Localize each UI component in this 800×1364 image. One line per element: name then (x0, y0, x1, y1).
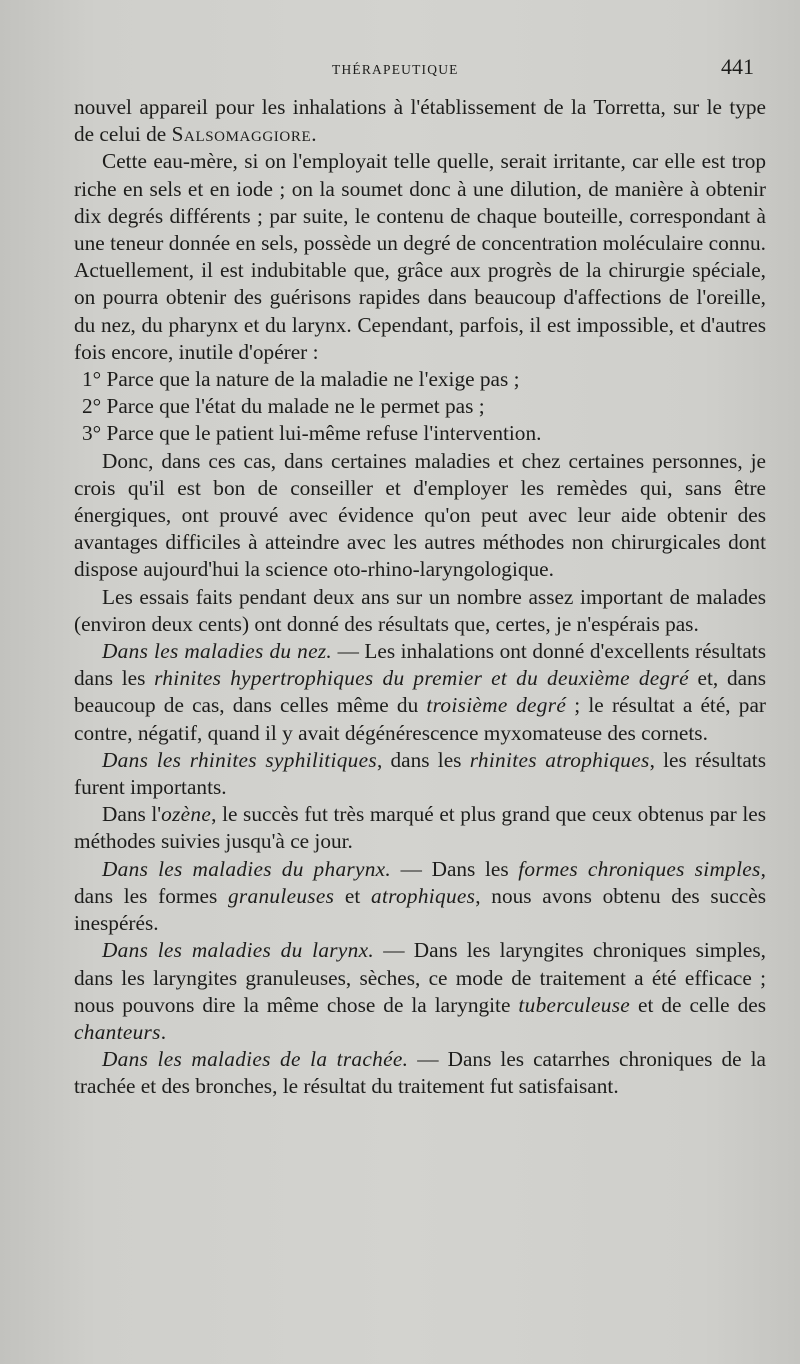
text-run: 1° Parce que la nature de la maladie ne l'exige pas ; (82, 367, 520, 392)
paragraph (74, 1046, 766, 1100)
italic-text: rhinites atrophiques (469, 747, 650, 772)
text-run: ; le résultat a été, par contre, négatif, quand il y avait dégénérescence myxomateuse des cornets. (74, 693, 766, 745)
italic-text: Dans les rhinites syphilitiques (102, 747, 377, 772)
text-run: — Dans les catarrhes chroniques de la trachée et des bronches, le résultat du traitement fut satisfaisant. (74, 1047, 766, 1099)
smallcaps-text: Salsomaggiore (171, 122, 312, 147)
paragraph (74, 937, 766, 1046)
text-run: et de celle des (630, 992, 766, 1017)
italic-text: formes chroniques simples (518, 856, 761, 881)
text-run: Cette eau-mère, si on l'employait telle quelle, serait irritante, car elle est trop riche en sels et en iode ; on la soumet donc à une dilution, de manière à obtenir dix degrés différents ; par suite, le contenu de chaque bouteille, correspondant à une teneur donnée en sels, possède un degré de concentration moléculaire connu. Actuellement, il est indubitable que, grâce aux progrès de la chirurgie spéciale, on pourra obtenir des guérisons rapides dans beaucoup d'affections de l'oreille, du nez, du pharynx et du larynx. Cependant, parfois, il est impossible, et d'autres fois encore, inutile d'opérer : (74, 149, 766, 364)
text-run: et, dans beaucoup de cas, dans celles même du (74, 666, 766, 718)
text-run: , nous avons obtenu des succès inespérés. (74, 883, 766, 936)
text-run: Les essais faits pendant deux ans sur un nombre assez important de malades (environ deux cents) ont donné des résultats que, certes, je n'espérais pas. (74, 584, 766, 636)
text-run: Donc, dans ces cas, dans certaines maladies et chez certaines personnes, je crois qu'il est bon de conseiller et d'employer les remèdes qui, sans être énergiques, ont prouvé avec évidence qu'on peut avec leur aide obtenir des avantages difficiles à atteindre avec les autres méthodes non chirurgicales dont dispose aujourd'hui la science oto-rhino-laryngologique. (74, 448, 766, 582)
text-run: nouvel appareil pour les inhalations à l'établissement de la Torretta, sur le type de celui de (74, 95, 766, 147)
italic-text: Dans les maladies de la trachée. (102, 1047, 409, 1072)
enumerated-item (74, 393, 766, 420)
text-run: — Dans les laryngites chroniques simples, dans les laryngites granuleuses, sèches, ce mode de traitement a été efficace ; nous pouvons dire la même chose de la laryngite (74, 938, 766, 1017)
text-run: , dans les formes (74, 856, 766, 908)
paragraph (74, 747, 766, 801)
text-run: , les résultats furent importants. (74, 747, 766, 800)
italic-text: granuleuses (227, 883, 335, 908)
italic-text: rhinites hypertrophiques du premier et du deuxième degré (154, 666, 689, 691)
enumerated-item (74, 366, 766, 393)
text-run: . (311, 122, 317, 147)
paragraph (74, 801, 766, 855)
paragraph (74, 638, 766, 747)
text-run: , dans les (376, 747, 470, 772)
body-text (74, 94, 766, 1101)
enumerated-item (74, 420, 766, 447)
text-run: . (160, 1019, 167, 1044)
page-number: 441 (721, 54, 754, 79)
italic-text: Dans les maladies du nez. (102, 639, 333, 664)
running-title: THÉRAPEUTIQUE (332, 62, 459, 77)
text-run: — Les inhalations ont donné d'excellents résultats dans les (74, 639, 766, 691)
paragraph (74, 584, 766, 638)
text-run: 3° Parce que le patient lui-même refuse l'intervention. (82, 421, 542, 446)
italic-text: atrophiques (371, 883, 476, 908)
page-header (74, 50, 766, 94)
paragraph (74, 856, 766, 938)
text-run: 2° Parce que l'état du malade ne le permet pas ; (82, 394, 485, 419)
paragraph (74, 448, 766, 584)
text-run: et (334, 883, 371, 908)
italic-text: Dans les maladies du pharynx. (102, 856, 392, 881)
paragraph (74, 148, 766, 366)
italic-text: chanteurs (74, 1019, 161, 1044)
italic-text: ozène (161, 802, 212, 827)
text-run: — Dans les (391, 856, 519, 881)
italic-text: Dans les maladies du larynx. (102, 938, 374, 963)
italic-text: troisième degré (426, 693, 567, 718)
text-run: Dans l' (102, 802, 162, 827)
text-run: , le succès fut très marqué et plus grand que ceux obtenus par les méthodes suivies jusqu'à ce jour. (74, 802, 766, 854)
italic-text: tuberculeuse (518, 992, 631, 1017)
paragraph (74, 94, 766, 148)
